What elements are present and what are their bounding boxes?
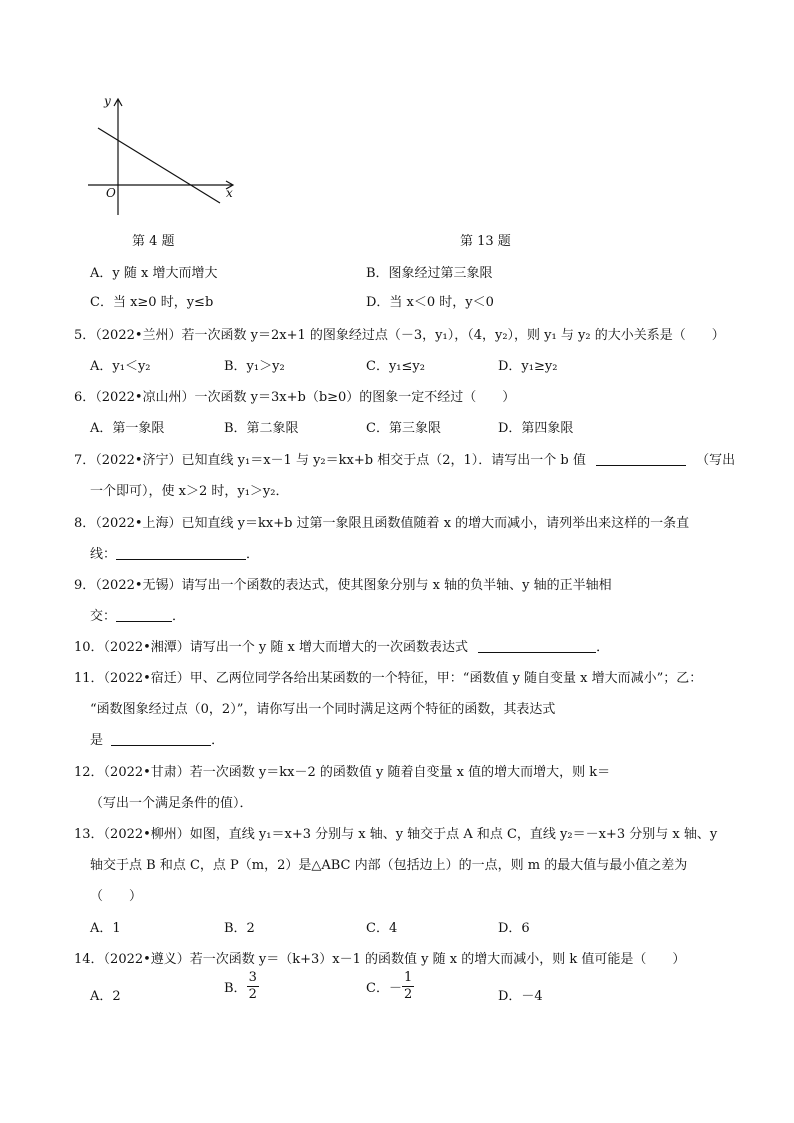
q10-answer-blank[interactable]	[478, 640, 596, 653]
q14-stem: 14．（2022•遵义）若一次函数 y＝（k+3）x－1 的函数值 y 随 x 的增大而减小，则 k 值可能是（ ）	[74, 952, 686, 967]
q14-option-b-prefix: B．	[224, 981, 247, 996]
q13-option-d: D．6	[498, 921, 530, 936]
caption-fig4: 第 4 题	[132, 234, 175, 249]
q5-option-d: D．y₁≥y₂	[498, 359, 558, 374]
q14-option-c	[366, 970, 414, 1003]
q11-text-b: ．	[211, 733, 225, 748]
q7-line1	[74, 449, 735, 468]
q10-text-a: 10．（2022•湘潭）请写出一个 y 随 x 增大而增大的一次函数表达式	[74, 640, 468, 655]
q4-option-c: C．当 x≥0 时，y≤b	[90, 295, 214, 310]
q8-text-a: 线：	[90, 547, 117, 562]
q14-option-c-numerator: 1	[403, 970, 413, 985]
q13-option-b: B．2	[224, 921, 255, 936]
q9-answer-blank[interactable]	[116, 609, 172, 622]
origin-label: O	[106, 186, 116, 200]
q10-text-b: ．	[596, 640, 610, 655]
q6-option-a: A．第一象限	[90, 421, 165, 436]
q14-option-c-denominator: 2	[403, 987, 413, 1002]
q11-line3	[90, 729, 224, 748]
q8-answer-blank[interactable]	[116, 547, 246, 560]
figure-q4-graph	[86, 92, 246, 222]
q13-line3: （ ）	[90, 889, 143, 904]
q6-option-c: C．第三象限	[366, 421, 441, 436]
q6-option-b: B．第二象限	[224, 421, 299, 436]
q11-line1: 11．（2022•宿迁）甲、乙两位同学各给出某函数的一个特征，甲：“函数值 y 随自变量 x 增大而减小”；乙：	[74, 671, 703, 686]
function-line	[98, 128, 220, 203]
q5-option-a: A．y₁＜y₂	[90, 359, 151, 374]
q7-text-b: （写出	[696, 453, 736, 468]
q8-text-b: ．	[246, 547, 260, 562]
x-axis-label: x	[226, 186, 233, 200]
q14-option-d: D．－4	[498, 989, 543, 1004]
q9-line2	[90, 605, 185, 624]
q11-line2: “函数图象经过点（0，2）”，请你写出一个同时满足这两个特征的函数，其表达式	[90, 702, 556, 717]
q6-stem: 6．（2022•凉山州）一次函数 y＝3x+b（b≥0）的图象一定不经过（ ）	[74, 390, 516, 405]
q13-option-a: A．1	[90, 921, 121, 936]
q5-stem: 5．（2022•兰州）若一次函数 y＝2x+1 的图象经过点（－3，y₁），（4，y₂），则 y₁ 与 y₂ 的大小关系是（ ）	[74, 328, 725, 343]
y-axis-label: y	[104, 94, 111, 108]
q6-option-d: D．第四象限	[498, 421, 574, 436]
q4-option-a: A．y 随 x 增大而增大	[90, 266, 218, 281]
q9-text-a: 交：	[90, 609, 117, 624]
q4-option-b: B．图象经过第三象限	[366, 266, 493, 281]
q14-option-b-denominator: 2	[248, 987, 257, 1002]
q14-option-c-prefix: C．－	[366, 981, 402, 996]
q4-option-d: D．当 x＜0 时，y＜0	[366, 295, 494, 310]
q5-option-c: C．y₁≤y₂	[366, 359, 425, 374]
q13-line1: 13．（2022•柳州）如图，直线 y₁＝x+3 分别与 x 轴、y 轴交于点 A 和点 C，直线 y₂＝－x+3 分别与 x 轴、y	[74, 827, 718, 842]
q11-answer-blank[interactable]	[111, 733, 211, 746]
q14-option-b-fraction	[247, 970, 259, 1003]
q7-answer-blank[interactable]	[596, 453, 686, 466]
q5-option-b: B．y₁＞y₂	[224, 359, 285, 374]
q10-line1	[74, 636, 609, 655]
q7-text-a: 7．（2022•济宁）已知直线 y₁＝x－1 与 y₂＝kx+b 相交于点（2，1）．请写出一个 b 值	[74, 453, 586, 468]
caption-fig13: 第 13 题	[460, 234, 511, 249]
q11-text-a: 是	[90, 733, 104, 748]
q8-line1: 8．（2022•上海）已知直线 y＝kx+b 过第一象限且函数值随着 x 的增大而减小，请列举出来这样的一条直	[74, 516, 690, 531]
q14-option-c-fraction	[402, 970, 414, 1003]
q14-option-b-numerator: 3	[248, 970, 257, 985]
q13-option-c: C．4	[366, 921, 398, 936]
q12-line1: 12．（2022•甘肃）若一次函数 y＝kx－2 的函数值 y 随着自变量 x 值的增大而增大，则 k＝	[74, 765, 611, 780]
q7-line2: 一个即可），使 x＞2 时，y₁＞y₂．	[90, 484, 289, 499]
q14-option-a: A．2	[90, 989, 121, 1004]
q13-line2: 轴交于点 B 和点 C，点 P（m，2）是△ABC 内部（包括边上）的一点，则 m 的最大值与最小值之差为	[90, 858, 688, 873]
q8-line2	[90, 543, 259, 562]
q9-line1: 9．（2022•无锡）请写出一个函数的表达式，使其图象分别与 x 轴的负半轴、y 轴的正半轴相	[74, 578, 612, 593]
q9-text-b: ．	[172, 609, 186, 624]
q12-line2: （写出一个满足条件的值）．	[90, 796, 253, 811]
q14-option-b	[224, 970, 259, 1003]
